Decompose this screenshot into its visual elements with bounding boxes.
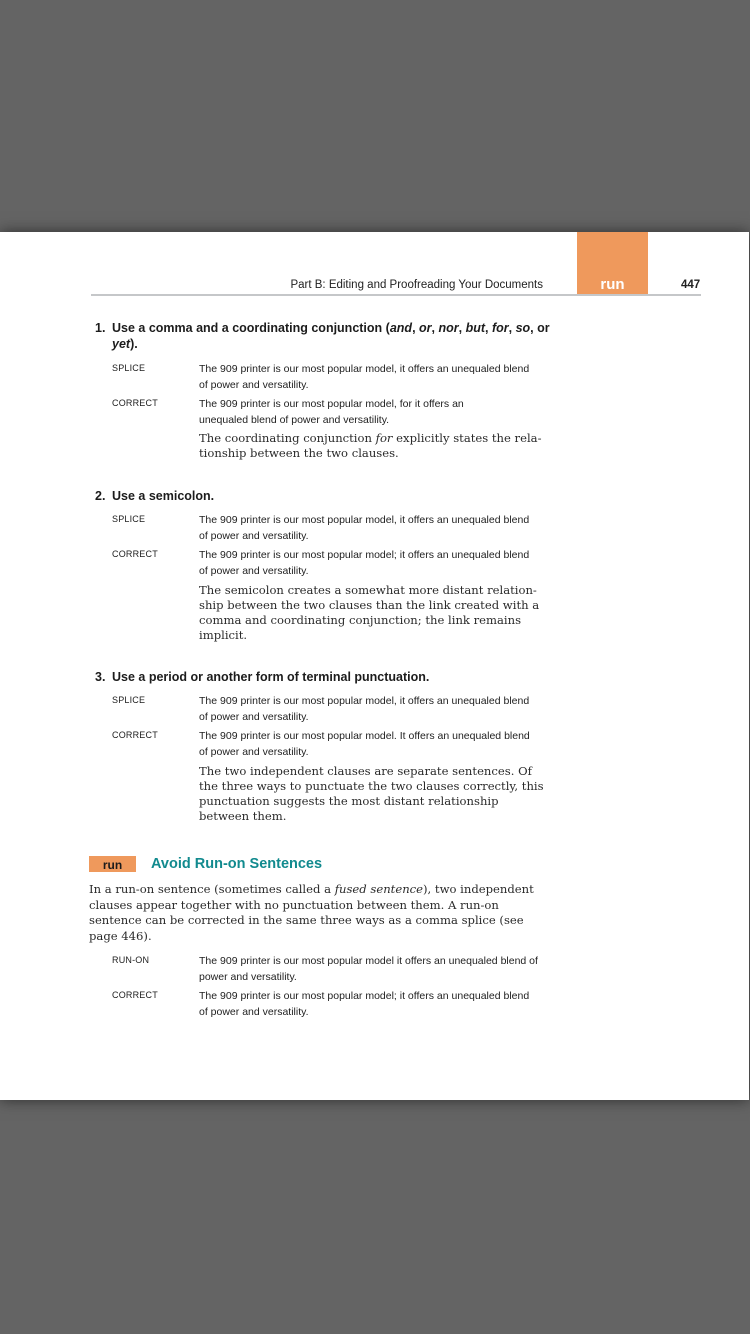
list-item-3 <box>95 669 555 823</box>
example-label: SPLICE <box>112 514 146 524</box>
item-number: 2. <box>95 489 106 503</box>
example-label: CORRECT <box>112 398 158 408</box>
explanation-note: The two independent clauses are separate sentences. Of the three ways to punctuate the two clauses correctly, this punctuation suggests the most distant relationship between them. <box>199 764 544 823</box>
item-number: 1. <box>95 321 106 335</box>
section-intro: In a run-on sentence (sometimes called a fused sentence), two independent clauses appear together with no punctuation between them. A run-on sentence can be corrected in the same three ways as a comma splice (see page 446). <box>89 882 534 943</box>
explanation-note: The semicolon creates a somewhat more distant relation-ship between the two clauses than the link created with a comma and coordinating conjunction; the link remains implicit. <box>199 583 540 642</box>
example-label: CORRECT <box>112 730 158 740</box>
header-rule <box>91 294 701 296</box>
chapter-tab-label: run <box>600 276 625 293</box>
example-text: The 909 printer is our most popular model, it offers an unequaled blend of power and versatility. <box>199 363 530 391</box>
example-text: The 909 printer is our most popular model, for it offers an unequaled blend of power and versatility. <box>199 398 464 426</box>
example-text: The 909 printer is our most popular model, it offers an unequaled blend of power and versatility. <box>199 514 530 542</box>
explanation-note: The coordinating conjunction for explicitly states the rela-tionship between the two clauses. <box>199 431 542 460</box>
example-label: CORRECT <box>112 549 158 559</box>
example-label: CORRECT <box>112 990 158 1000</box>
page-number: 447 <box>681 279 701 291</box>
list-item-2 <box>95 488 555 642</box>
example-label: SPLICE <box>112 695 146 705</box>
example-label: SPLICE <box>112 363 146 373</box>
example-text: The 909 printer is our most popular model. It offers an unequaled blend of power and versatility. <box>199 730 530 758</box>
example-text: The 909 printer is our most popular model; it offers an unequaled blend of power and versatility. <box>199 990 530 1018</box>
running-head: Part B: Editing and Proofreading Your Documents <box>290 279 543 291</box>
example-text: The 909 printer is our most popular model; it offers an unequaled blend of power and versatility. <box>199 549 530 577</box>
item-title: Use a semicolon. <box>112 489 215 503</box>
section-title: Avoid Run-on Sentences <box>151 856 323 872</box>
document-page <box>0 232 749 1100</box>
item-number: 3. <box>95 670 106 684</box>
example-label: RUN-ON <box>112 955 150 965</box>
section-tag: run <box>89 856 136 872</box>
item-title: Use a comma and a coordinating conjunction (and, or, nor, but, for, so, or yet). <box>112 321 550 351</box>
example-text: The 909 printer is our most popular model, it offers an unequaled blend of power and versatility. <box>199 695 530 723</box>
example-text: The 909 printer is our most popular model it offers an unequaled blend of power and versatility. <box>199 955 538 983</box>
item-title: Use a period or another form of terminal punctuation. <box>112 670 430 684</box>
list-item-1 <box>95 320 555 460</box>
